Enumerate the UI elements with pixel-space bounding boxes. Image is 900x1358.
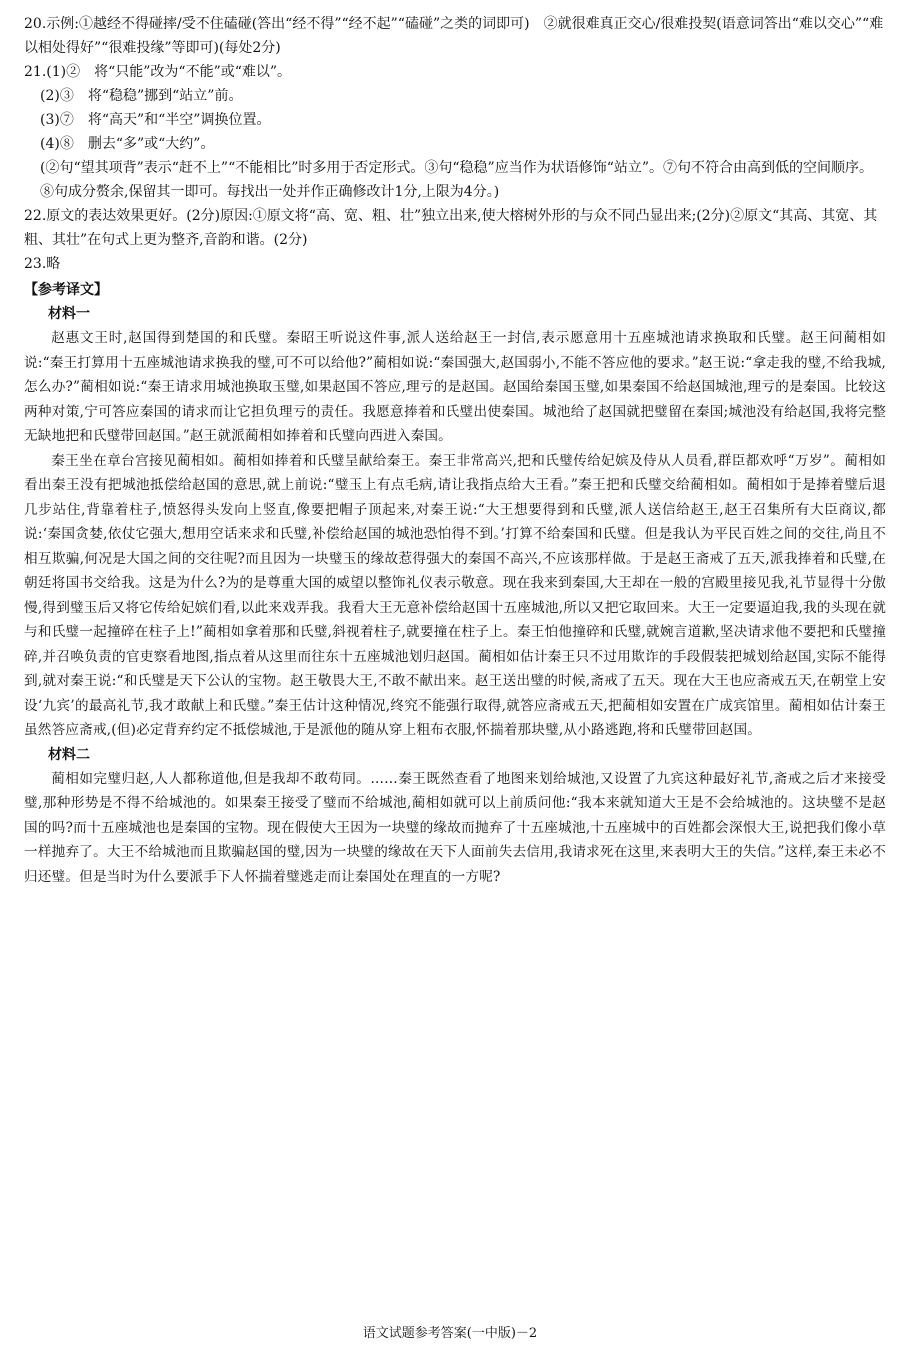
material-1-paragraph-1: 赵惠文王时,赵国得到楚国的和氏璧。秦昭王听说这件事,派人送给赵王一封信,表示愿意用十五座城池请求换取和氏璧。赵王问蔺相如说:“秦王打算用十五座城池请求换我的璧,可不可以给他?”蔺相如说:“秦国强大,赵国弱小,不能不答应他的要求。”赵王说:“拿走我的璧,不给我城,怎么办?”蔺相如说:“秦王请求用城池换取玉璧,如果赵国不答应,理亏的是赵国。赵国给秦国玉璧,如果秦国不给赵国城池,理亏的是秦国。比较这两种对策,宁可答应秦国的请求而让它担负理亏的责任。我愿意捧着和氏璧出使秦国。城池给了赵国就把璧留在秦国;城池没有给赵国,我将完整无缺地把和氏璧带回赵国。”赵王就派蔺相如捧着和氏璧向西进入秦国。	[24, 330, 886, 444]
answer-page	[24, 12, 886, 889]
answer-21-2: (2)③ 将“稳稳”挪到“站立”前。	[40, 88, 243, 104]
answer-20: 20.示例:①越经不得碰摔/受不住磕碰(答出“经不得”“经不起”“磕碰”之类的词即可) ②就很难真正交心/很难投契(语意词答出“难以交心”“难以相处得好”“很难投缘”等即可)(每处2分)	[24, 16, 884, 56]
material-1-title: 材料一	[48, 306, 90, 322]
material-2-paragraph-1: 蔺相如完璧归赵,人人都称道他,但是我却不敢苟同。……秦王既然查看了地图来划给城池,又设置了九宾这种最好礼节,斋戒之后才来接受璧,那种形势是不得不给城池的。如果秦王接受了璧而不给城池,蔺相如就可以上前质问他:“我本来就知道大王是不会给城池的。这块璧不是赵国的吗?而十五座城池也是秦国的宝物。现在假使大王因为一块璧的缘故而抛弃了十五座城池,十五座城中的百姓都会深恨大王,说把我们像小草一样抛弃了。大王不给城池而且欺骗赵国的璧,因为一块璧的缘故在天下人面前失去信用,我请求死在这里,来表明大王的失信。”这样,秦王未必不归还璧。但是当时为什么要派手下人怀揣着璧逃走而让秦国处在理直的一方呢?	[24, 770, 886, 885]
answer-22: 22.原文的表达效果更好。(2分)原因:①原文将“高、宽、粗、壮”独立出来,使大榕树外形的与众不同凸显出来;(2分)②原文“其高、其宽、其粗、其壮”在句式上更为整齐,音韵和谐。(2分)	[24, 208, 878, 248]
material-1-paragraph-2: 秦王坐在章台宫接见蔺相如。蔺相如捧着和氏璧呈献给秦王。秦王非常高兴,把和氏璧传给妃嫔及侍从人员看,群臣都欢呼“万岁”。蔺相如看出秦王没有把城池抵偿给赵国的意思,就上前说:“璧玉上有点毛病,请让我指点给大王看。”秦王把和氏璧交给蔺相如。蔺相如于是捧着璧后退几步站住,背靠着柱子,愤怒得头发向上竖直,像要把帽子顶起来,对秦王说:“大王想要得到和氏璧,派人送信给赵王,赵王召集所有大臣商议,都说:‘秦国贪婪,依仗它强大,想用空话来求和氏璧,补偿给赵国的城池恐怕得不到。’打算不给秦国和氏璧。但是我认为平民百姓之间的交往,尚且不相互欺骗,何况是大国之间的交往呢?而且因为一块璧玉的缘故惹得强大的秦国不高兴,不应该那样做。于是赵王斋戒了五天,派我捧着和氏璧,在朝廷将国书交给我。这是为什么?为的是尊重大国的威望以整饰礼仪表示敬意。现在我来到秦国,大王却在一般的宫殿里接见我,礼节显得十分傲慢,得到璧玉后又将它传给妃嫔们看,以此来戏弄我。我看大王无意补偿给赵国十五座城池,所以又把它取回来。大王一定要逼迫我,我的头现在就与和氏璧一起撞碎在柱子上!”蔺相如拿着那和氏璧,斜视着柱子,就要撞在柱子上。秦王怕他撞碎和氏璧,就婉言道歉,坚决请求他不要把和氏璧撞碎,并召唤负责的官吏察看地图,指点着从这里而往东十五座城池划归赵国。蔺相如估计秦王只不过用欺诈的手段假装把城划给赵国,实际不能得到,就对秦王说:“和氏璧是天下公认的宝物。赵王敬畏大王,不敢不献出来。赵王送出璧的时候,斋戒了五天。现在大王也应斋戒五天,在朝堂上安设‘九宾’的最高礼节,我才敢献上和氏璧。”秦王估计这种情况,终究不能强行取得,就答应斋戒五天,把蔺相如安置在广成宾馆里。蔺相如估计秦王虽然答应斋戒,(但)必定背弃约定不抵偿城池,于是派他的随从穿上粗布衣服,怀揣着那块璧,从小路逃跑,将和氏璧带回赵国。	[24, 452, 886, 738]
page-footer: 语文试题参考答案(一中版)－2	[362, 1326, 538, 1341]
answer-21-4: (4)⑧ 删去“多”或“大约”。	[40, 136, 215, 152]
answer-21-note: (②句“望其项背”表示“赶不上”“不能相比”时多用于否定形式。③句“稳稳”应当作为状语修饰“站立”。⑦句不符合由高到低的空间顺序。⑧句成分赘余,保留其一即可。每找出一处并作正确修改计1分,上限为4分。)	[40, 160, 874, 200]
material-2-title: 材料二	[48, 746, 90, 763]
answer-21-1: 21.(1)② 将“只能”改为“不能”或“难以”。	[24, 64, 292, 80]
answer-21-3: (3)⑦ 将“高天”和“半空”调换位置。	[40, 112, 271, 128]
answer-23: 23.略	[24, 256, 61, 272]
reference-heading: 【参考译文】	[24, 282, 108, 298]
